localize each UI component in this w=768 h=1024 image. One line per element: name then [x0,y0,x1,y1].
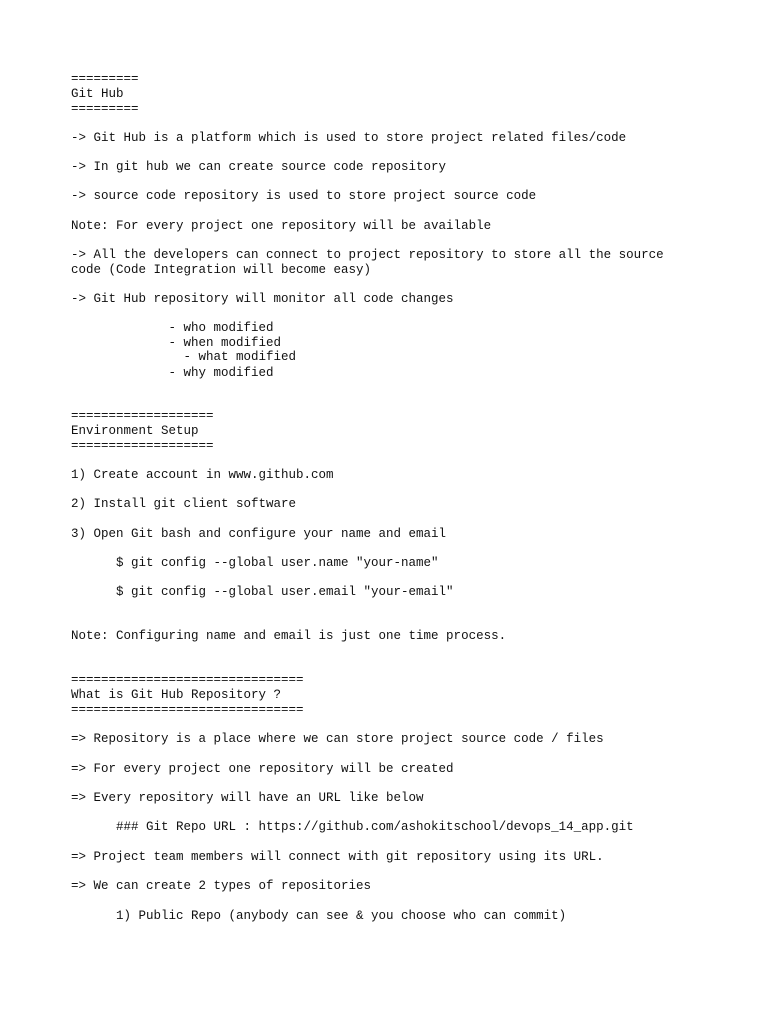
heading-rule: =================== [71,439,214,453]
code-line: $ git config --global user.name "your-name" [71,556,439,570]
note-line: Note: Configuring name and email is just one time process. [71,629,507,643]
list-item: - what modified [71,350,297,364]
heading-rule: =============================== [71,673,304,687]
text-line: => Repository is a place where we can store project source code / files [71,732,604,746]
note-line: Note: For every project one repository will be available [71,219,492,233]
code-line: ### Git Repo URL : https://github.com/ashokitschool/devops_14_app.git [71,820,634,834]
list-item: 1) Create account in www.github.com [71,468,334,482]
list-item: 1) Public Repo (anybody can see & you choose who can commit) [71,909,567,923]
text-line: => For every project one repository will be created [71,762,454,776]
list-item: - why modified [71,366,274,380]
heading-rule: ========= [71,102,139,116]
text-line: => Project team members will connect with git repository using its URL. [71,850,604,864]
heading-rule: =============================== [71,703,304,717]
list-item: 3) Open Git bash and configure your name and email [71,527,447,541]
heading-rule: ========= [71,72,139,86]
section-heading: Environment Setup [71,424,199,438]
list-item: - who modified [71,321,274,335]
text-line: -> source code repository is used to store project source code [71,189,537,203]
text-line: -> All the developers can connect to project repository to store all the source [71,248,664,262]
text-line: code (Code Integration will become easy) [71,263,372,277]
text-line: -> In git hub we can create source code repository [71,160,447,174]
text-line: -> Git Hub is a platform which is used to store project related files/code [71,131,627,145]
list-item: - when modified [71,336,282,350]
list-item: 2) Install git client software [71,497,297,511]
text-line: => We can create 2 types of repositories [71,879,372,893]
text-line: => Every repository will have an URL like below [71,791,424,805]
code-line: $ git config --global user.email "your-email" [71,585,454,599]
text-line: -> Git Hub repository will monitor all code changes [71,292,454,306]
heading-rule: =================== [71,409,214,423]
section-heading: Git Hub [71,87,124,101]
section-heading: What is Git Hub Repository ? [71,688,282,702]
